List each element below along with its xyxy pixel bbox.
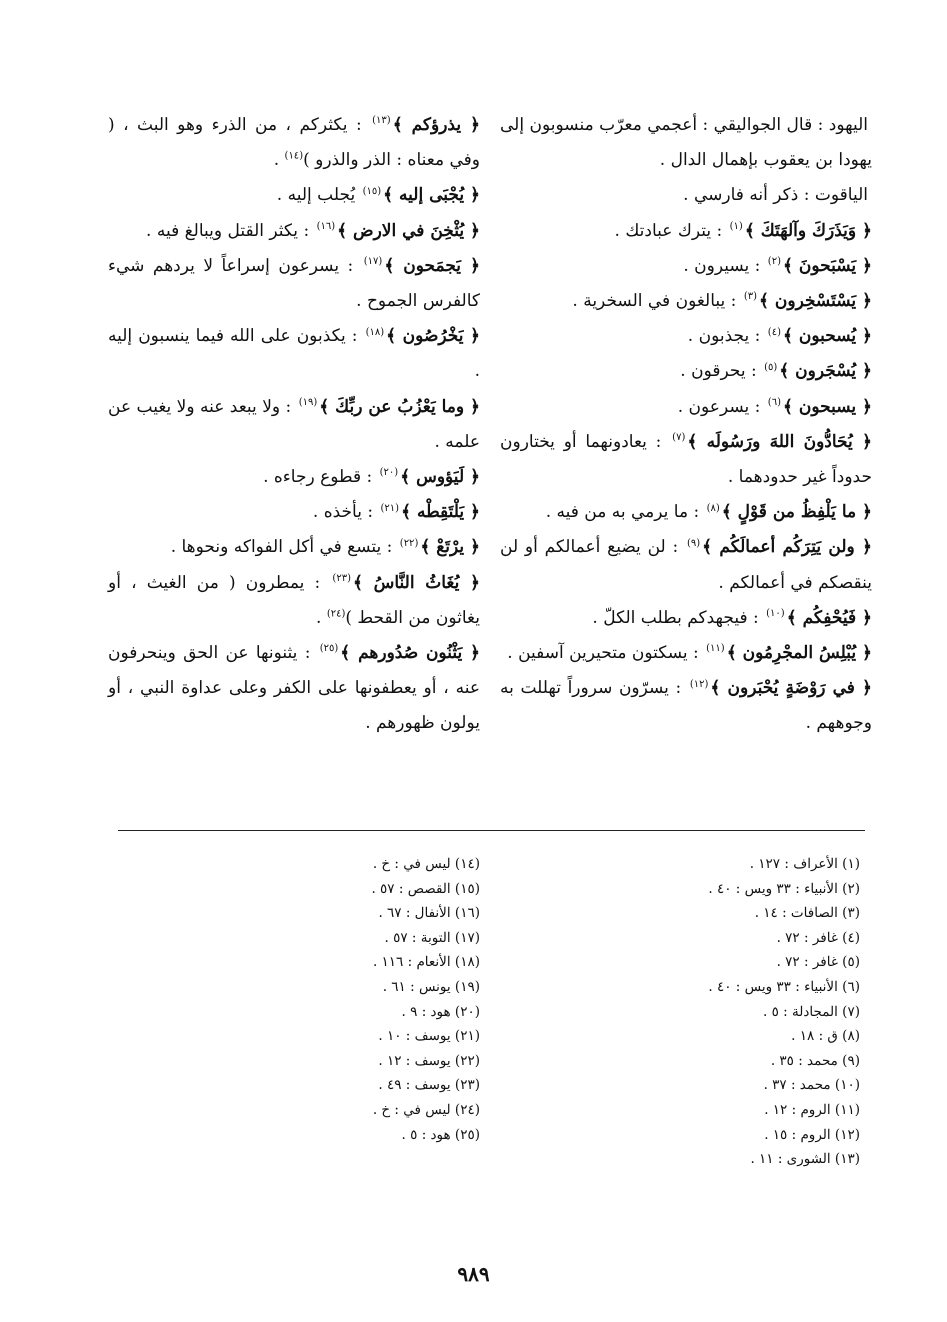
footnote-ref: (١٤) (284, 150, 304, 162)
quran-term: ﴿ يَجمَحون ﴾ (384, 255, 480, 276)
quran-term: ﴿ في رَوْضَةٍ يُحْبَرون ﴾ (710, 678, 872, 699)
footnote-ref: (١٨) (365, 326, 385, 338)
definition: الياقوت : ذكر أنه فارسي . (683, 185, 868, 206)
footnote-ref: (٩) (686, 537, 701, 549)
footnote-ref: (٧) (672, 432, 686, 444)
definition-tail: . (316, 607, 327, 628)
quran-term: ﴿ لَيَؤوس ﴾ (400, 467, 480, 488)
definition: : يأخذه . (312, 502, 374, 523)
footnote: (١٩) يونس : ٦١ . (382, 978, 480, 995)
footnote: (٣) الصافات : ١٤ . (754, 905, 860, 922)
quran-term: ﴿ يُثْخِنَ في الارض ﴾ (337, 220, 480, 241)
definition-tail: . (273, 150, 285, 171)
quran-term: ﴿ يرْتَعْ ﴾ (420, 537, 480, 558)
entry (500, 390, 872, 425)
definition: : يسيرون . (683, 255, 761, 276)
footnote: (١) الأعراف : ١٢٧ . (749, 856, 860, 872)
footnote-ref: (٢٥) (319, 643, 339, 655)
footnote-ref: (١٠) (766, 608, 785, 620)
footnote-ref: (١١) (706, 643, 725, 655)
definition: : يسرعون . (677, 396, 761, 417)
page-number: ٩٨٩ (457, 1262, 490, 1286)
footnote-ref: (١٩) (298, 396, 318, 408)
quran-term: ﴿ يَثْنُون صُدُورهم ﴾ (340, 643, 480, 664)
entry (108, 530, 480, 565)
definition: : يسرّون سروراً تهللت به وجوههم . (500, 678, 872, 734)
right-text-column (500, 108, 872, 742)
footnote: (١٥) القصص : ٥٧ . (371, 880, 480, 897)
entry (108, 249, 480, 319)
definition: : يترك عبادتك . (614, 220, 723, 241)
footnote: (٤) غافر : ٧٢ . (776, 929, 860, 946)
entry (500, 671, 872, 741)
footnote: (٦) الأنبياء : ٣٣ ويس : ٤٠ . (708, 978, 860, 995)
footnote: (٧) المجادلة : ٥ . (763, 1003, 860, 1020)
definition: : يحرقون . (680, 361, 757, 382)
entry (500, 354, 872, 389)
footnote: (١١) الروم : ١٢ . (764, 1101, 860, 1118)
footnote: (٥) غافر : ٧٢ . (776, 954, 860, 971)
footnote: (١٨) الأنعام : ١١٦ . (372, 954, 480, 971)
definition: : يكثر القتل ويبالغ فيه . (146, 220, 310, 241)
footnote: (٢٢) يوسف : ١٢ . (378, 1052, 480, 1069)
definition: : ولا يبعد عنه ولا يغيب عن علمه . (108, 396, 480, 452)
definition: : يتسع في أكل الفواكه ونحوها . (170, 537, 393, 558)
footnote: (٨) ق : ١٨ . (791, 1028, 860, 1045)
footnotes-left (180, 852, 480, 1147)
quran-term: ﴿ يُسْجَرون ﴾ (779, 361, 872, 382)
quran-term: ﴿ يُجْبَى إليه ﴾ (383, 185, 480, 206)
footnote: (٢٥) هود : ٥ . (401, 1126, 480, 1143)
quran-term: ﴿ ولن يَتِرَكُم أعمالَكُم ﴾ (702, 537, 872, 558)
quran-term: ﴿ يذرؤكم ﴾ (392, 115, 481, 135)
footnote-ref: (٦) (767, 396, 781, 408)
footnote-ref: (١٧) (363, 256, 383, 268)
definition: : يجذبون . (687, 326, 761, 347)
footnote-ref: (١٢) (689, 678, 709, 690)
footnote-ref: (٣) (743, 291, 757, 303)
entry (500, 249, 872, 284)
definition: : يكذبون على الله فيما ينسبون إليه . (108, 326, 480, 382)
footnote-ref (868, 186, 872, 197)
footnote: (١٠) محمد : ٣٧ . (763, 1077, 860, 1094)
quran-term: ﴿ فَيُحْفِكُم ﴾ (786, 607, 872, 628)
entry (108, 178, 480, 213)
definition: : يكثركم ، من الذرء وهو البث ، ( وفي معناه : الذر والذرو ) (108, 115, 480, 171)
footnote-ref: (١٣) (372, 115, 391, 127)
entry (108, 108, 480, 178)
definition: يُجلب إليه . (276, 185, 356, 206)
footnote-ref: (١) (729, 220, 743, 232)
quran-term: ﴿ يُبْلِسُ المجْرِمُون ﴾ (726, 643, 872, 664)
quran-term: ﴿ وما يَعْزُبُ عن ربِّكَ ﴾ (319, 396, 480, 417)
quran-term: ﴿ يَسْبَحونَ ﴾ (782, 255, 872, 276)
footnote-ref (868, 115, 872, 126)
footnote: (٢٣) يوسف : ٤٩ . (378, 1077, 480, 1094)
footnote: (١٢) الروم : ١٥ . (764, 1126, 860, 1143)
footnote-ref: (٤) (767, 326, 781, 338)
entry (500, 425, 872, 495)
footnote: (٢١) يوسف : ١٠ . (378, 1028, 480, 1045)
entry (500, 636, 872, 671)
entry (500, 495, 872, 530)
quran-term: ﴿ ما يَلْفِظُ من قَوْلٍ ﴾ (721, 502, 872, 523)
footnote-ref: (١٥) (362, 185, 382, 197)
quran-term: ﴿ يُحَادُّونَ اللهَ ورَسُولَه ﴾ (687, 431, 872, 452)
entry (500, 178, 872, 213)
footnote: (٢) الأنبياء : ٣٣ ويس : ٤٠ . (708, 880, 860, 897)
footnote: (٢٠) هود : ٩ . (401, 1003, 480, 1020)
definition: : يمطرون ( من الغيث ، أو يغاثون من القحط ) (108, 572, 480, 628)
footnote-ref: (٢١) (380, 502, 400, 514)
quran-term: ﴿ يَلْتَقِطْه ﴾ (401, 502, 480, 523)
footnote-ref: (١٦) (316, 220, 336, 232)
entry (500, 284, 872, 319)
footnote: (٢٤) ليس في : خ . (372, 1101, 480, 1118)
footnote-ref: (٢٠) (379, 467, 399, 479)
entry (108, 390, 480, 460)
entry (108, 636, 480, 742)
entry (500, 214, 872, 249)
definition: : يثنونها عن الحق وينحرفون عنه ، أو يعطفونها على الكفر وعلى عداوة النبي ، أو يولون ظهورهم . (108, 643, 480, 734)
entry (108, 495, 480, 530)
entry (108, 319, 480, 389)
footnote-divider (118, 830, 865, 831)
definition: : لن يضيع أعمالكم أو لن ينقصكم في أعمالكم . (500, 537, 872, 593)
footnote: (١٦) الأنفال : ٦٧ . (378, 905, 480, 922)
definition: : ما يرمي به من فيه . (545, 502, 700, 523)
definition: : يسرعون إسراعاً لا يردهم شيء كالفرس الجموح . (108, 255, 480, 312)
definition: : يسكتون متحيرين آسفين . (507, 643, 699, 664)
quran-term: ﴿ يسبحون ﴾ (782, 396, 872, 417)
quran-term: ﴿ يُغَاثُ النَّاسُ ﴾ (352, 572, 480, 593)
entry (108, 460, 480, 495)
footnote-ref: (٨) (706, 502, 720, 514)
footnote-ref: (٥) (764, 361, 778, 373)
footnote-ref: (٢٢) (399, 537, 419, 549)
entry (500, 601, 872, 636)
entry (500, 530, 872, 600)
quran-term: ﴿ يُسحبون ﴾ (782, 326, 872, 347)
footnote-ref: (٢٤) (326, 608, 346, 620)
definition: اليهود : قال الجواليقي : أعجمي معرّب منسوبون إلى يهودا بن يعقوب بإهمال الدال . (500, 115, 872, 171)
footnote: (١٤) ليس في : خ . (372, 856, 480, 872)
entry (108, 214, 480, 249)
definition: : فيجهدكم بطلب الكلّ . (592, 607, 759, 628)
quran-term: ﴿ وَيَذَرَكَ وآلهَتَكَ ﴾ (744, 220, 872, 241)
footnotes-right (560, 852, 860, 1172)
footnote: (٩) محمد : ٣٥ . (770, 1052, 860, 1069)
footnote: (١٣) الشورى : ١١ . (750, 1151, 860, 1168)
quran-term: ﴿ يَسْتَسْخِرون ﴾ (759, 291, 872, 312)
entry (500, 108, 872, 178)
footnote: (١٧) التوبة : ٥٧ . (384, 929, 480, 946)
quran-term: ﴿ يَخْرُصُون ﴾ (386, 326, 481, 347)
entry (500, 319, 872, 354)
footnote-ref: (٢٣) (332, 572, 351, 584)
definition: : يبالغون في السخرية . (572, 291, 737, 312)
footnote-ref: (٢) (767, 256, 781, 268)
definition: : قطوع رجاءه . (263, 467, 373, 488)
definition: : يعادونهما أو يختارون حدوداً غير حدودهما . (500, 431, 872, 488)
entry (108, 566, 480, 636)
left-text-column (108, 108, 480, 742)
